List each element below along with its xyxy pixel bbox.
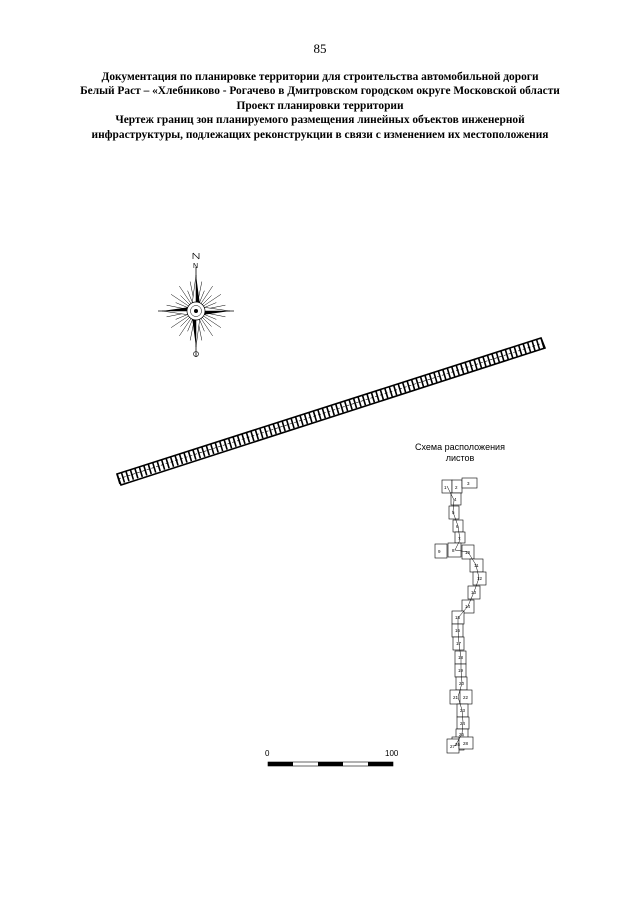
sheet-label-24: 24 [460, 721, 466, 726]
heading-line-5: инфраструктуры, подлежащих реконструкции в связи с изменением их местоположения [91, 128, 549, 141]
scale-bar [268, 762, 393, 766]
sheet-label-25: 25 [459, 732, 465, 737]
sheet-label-16: 16 [455, 628, 461, 633]
heading-line-1: Документация по планировке территории для строительства автомобильной дороги [101, 71, 539, 83]
sheet-label-15: 15 [455, 615, 461, 620]
sheet-label-4: 4 [454, 497, 457, 502]
sheet-label-11: 11 [474, 563, 479, 568]
sheet-label-12: 12 [477, 576, 483, 581]
scale-end-label: 100 [385, 749, 399, 758]
sheet-scheme-title [398, 442, 522, 464]
sheet-label-2: 2 [455, 485, 458, 490]
sheet-label-14: 14 [465, 604, 471, 609]
sheet-label-6: 6 [456, 524, 459, 529]
sheet-label-26: 26 [455, 742, 461, 747]
sheet-label-7: 7 [458, 536, 461, 541]
sheet-label-18: 18 [458, 655, 464, 660]
sheet-label-20: 20 [459, 681, 465, 686]
sheet-label-1: 1 [444, 485, 447, 490]
sheet-label-27: 27 [450, 744, 456, 749]
sheet-label-8: 8 [452, 548, 455, 553]
sheet-label-21: 21 [453, 695, 459, 700]
sheet-label-5: 5 [452, 510, 455, 515]
sheet-label-22: 22 [463, 695, 469, 700]
sheet-label-3: 3 [467, 481, 470, 486]
north-label: N [193, 263, 199, 270]
sheet-9 [435, 544, 447, 558]
scale-start-label: 0 [265, 749, 270, 758]
sheet-layout-scheme [435, 478, 486, 753]
page-number: 85 [313, 41, 327, 56]
sheet-label-10: 10 [465, 550, 471, 555]
sheet-scheme-title-line-1: Схема расположения [415, 442, 505, 452]
sheet-label-19: 19 [458, 668, 464, 673]
sheet-label-9: 9 [438, 549, 441, 554]
sheet-label-23: 23 [460, 708, 466, 713]
sheet-label-17: 17 [456, 641, 462, 646]
sheet-label-13: 13 [471, 590, 477, 595]
sheet-label-28: 28 [463, 741, 469, 746]
heading-line-2: Белый Раст – «Хлебниково - Рогачево в Дмитровском городском округе Московской области [80, 85, 560, 98]
sheet-scheme-title-line-2: листов [445, 453, 475, 463]
heading-line-4: Чертеж границ зон планируемого размещения линейных объектов инженерной [115, 114, 525, 127]
heading-line-3: Проект планировки территории [236, 99, 404, 112]
